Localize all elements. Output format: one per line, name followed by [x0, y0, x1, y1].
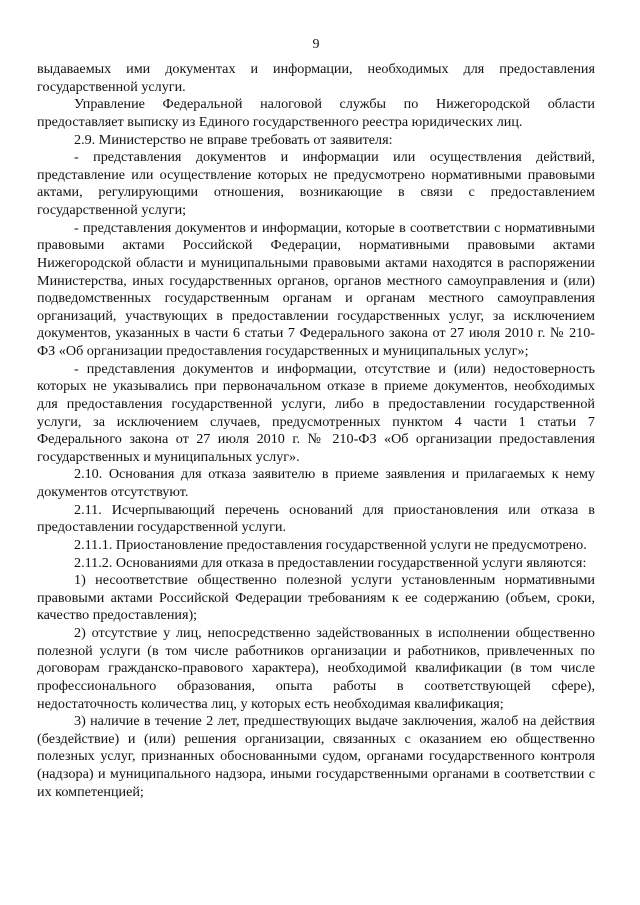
- paragraph-list-item: - представления документов и информации, которые в соответствии с нормативными правовыми актами Российской Федерации, нормативными правовыми актами Нижегородской области и муниципальными правовыми актами находятся в распоряжении Министерства, иных государственных органов, органов местного самоуправления и (или) подведомственных государственным органам и органам местного самоуправления организаций, участвующих в предоставлении государственных услуг, за исключением документов, указанных в части 6 статьи 7 Федерального закона от 27 июля 2010 г. № 210-ФЗ «Об организации предоставления государственных и муниципальных услуг»;: [37, 219, 595, 359]
- paragraph-2-10: 2.10. Основания для отказа заявителю в приеме заявления и прилагаемых к нему документов отсутствуют.: [37, 466, 595, 500]
- paragraph-continuation: выдаваемых ими документах и информации, необходимых для предоставления государственной услуги.: [37, 61, 595, 95]
- paragraph-list-item: - представления документов и информации или осуществления действий, представление или осуществление которых не предусмотрено нормативными правовыми актами, регулирующими отношения, возникающие в связи с предоставлением государственной услуги;: [37, 149, 595, 218]
- paragraph-tax-service: Управление Федеральной налоговой службы по Нижегородской области предоставляет выписку из Единого государственного реестра юридических лиц.: [37, 96, 595, 130]
- paragraph-2-11-2: 2.11.2. Основаниями для отказа в предоставлении государственной услуги являются:: [74, 554, 587, 571]
- page-number: 9: [312, 37, 320, 52]
- paragraph-2-11-1: 2.11.1. Приостановление предоставления государственной услуги не предусмотрено.: [74, 536, 587, 553]
- paragraph-item-1: 1) несоответствие общественно полезной услуги установленным нормативными правовыми актами Российской Федерации требованиям к ее содержанию (объем, сроки, качество предоставления);: [37, 572, 595, 624]
- document-page: [37, 0, 595, 905]
- paragraph-item-3: 3) наличие в течение 2 лет, предшествующих выдаче заключения, жалоб на действия (бездействие) и (или) решения организации, связанных с оказанием ею общественно полезных услуг, признанных обоснованными судом, органами государственного контроля (надзора) и муниципального надзора, иными государственными органами в соответствии с их компетенцией;: [37, 713, 595, 800]
- document-body: [37, 61, 595, 801]
- paragraph-list-item: - представления документов и информации, отсутствие и (или) недостоверность которых не указывались при первоначальном отказе в приеме документов, необходимых для предоставления государственной услуги, либо в предоставлении государственной услуги, за исключением случаев, предусмотренных пунктом 4 части 1 статьи 7 Федерального закона от 27 июля 2010 г. № 210-ФЗ «Об организации предоставления государственных и муниципальных услуг».: [37, 360, 595, 465]
- paragraph-2-9: 2.9. Министерство не вправе требовать от заявителя:: [74, 131, 393, 148]
- paragraph-item-2: 2) отсутствие у лиц, непосредственно задействованных в исполнении общественно полезной услуги (в том числе работников организации и работников, привлеченных по договорам гражданско-правового характера), необходимой квалификации (в том числе профессионального образования, опыта работы в соответствующей сфере), недостаточность количества лиц, у которых есть необходимая квалификация;: [37, 625, 595, 712]
- paragraph-2-11: 2.11. Исчерпывающий перечень оснований для приостановления или отказа в предоставлении государственной услуги.: [37, 501, 595, 536]
